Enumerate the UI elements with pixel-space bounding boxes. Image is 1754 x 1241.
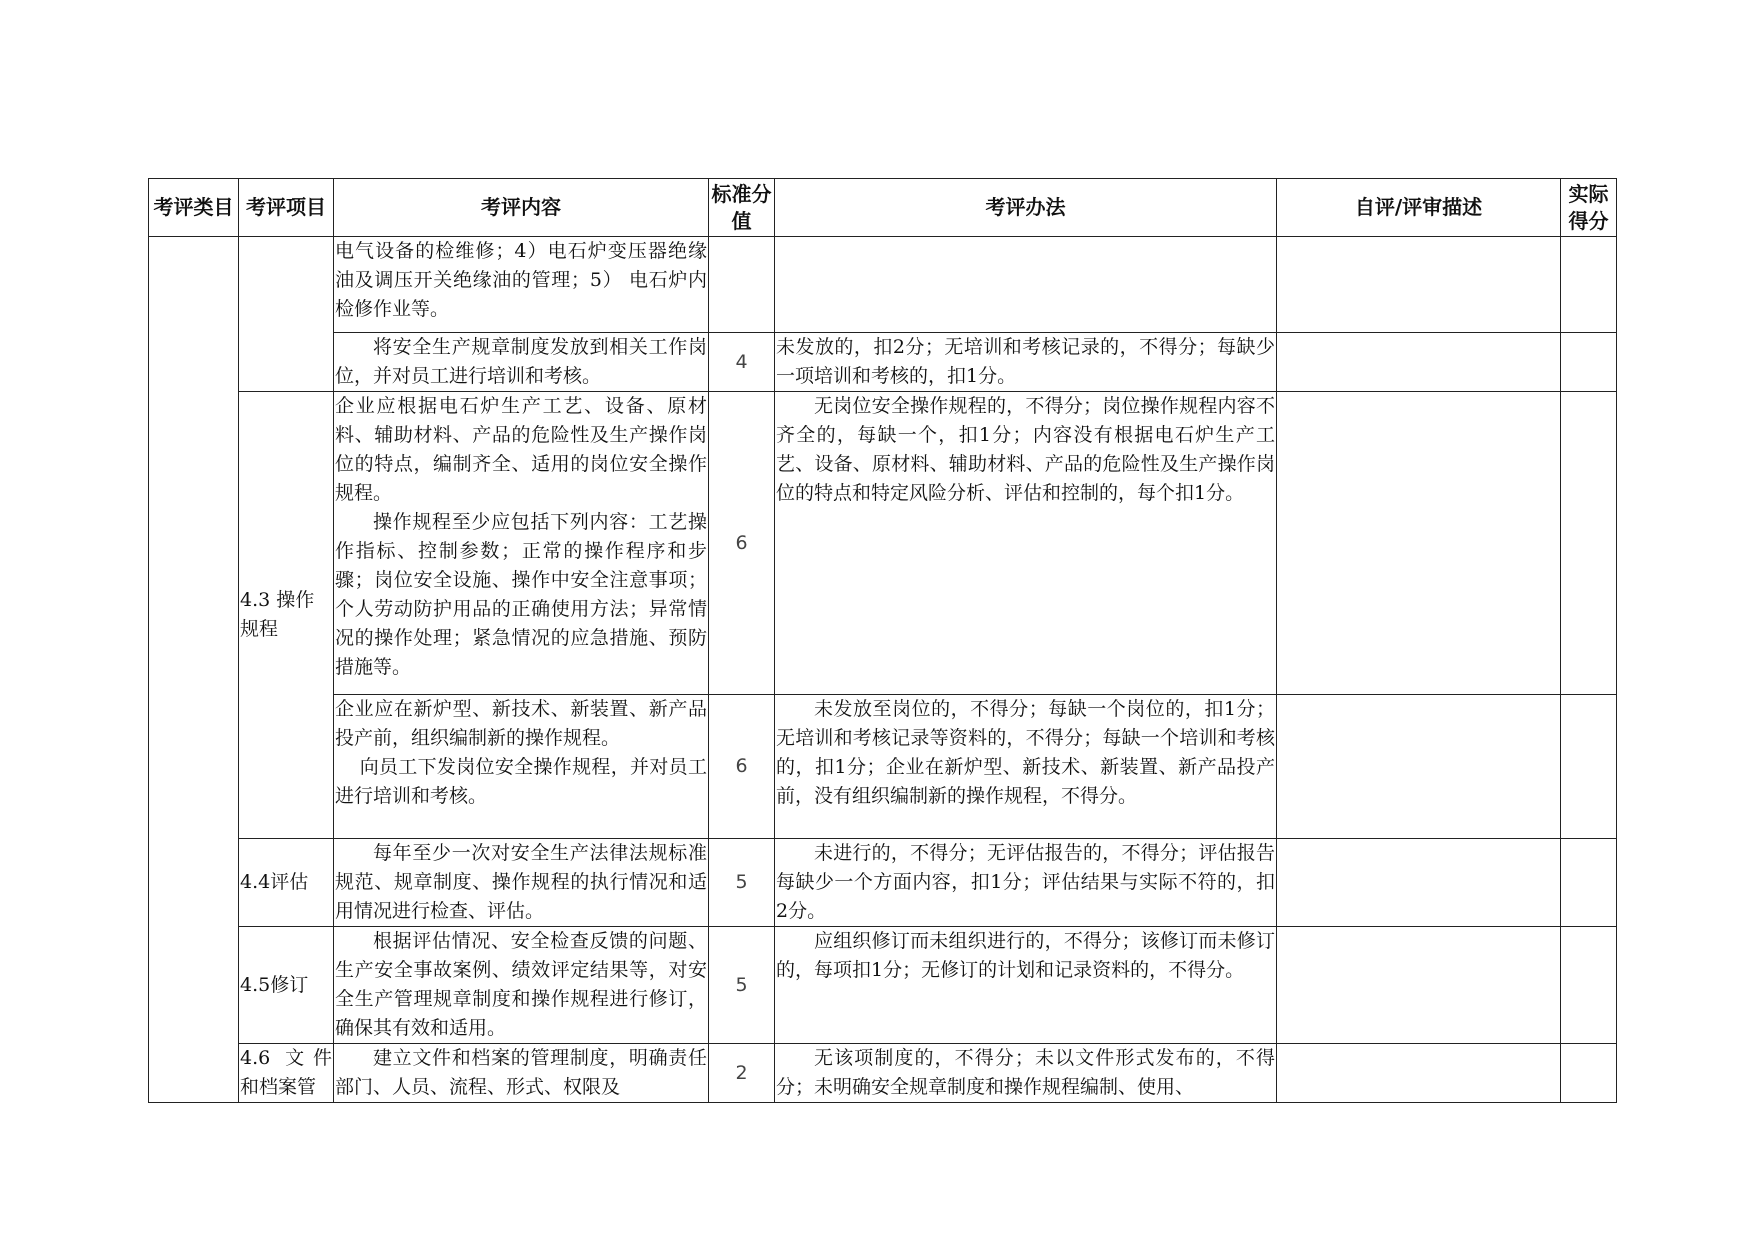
table-row bbox=[149, 1044, 1617, 1103]
table-row bbox=[149, 237, 1617, 333]
content-paragraph: 企业应在新炉型、新技术、新装置、新产品投产前，组织编制新的操作规程。 bbox=[335, 698, 707, 749]
header-category: 考评类目 bbox=[149, 179, 239, 237]
table-row bbox=[149, 695, 1617, 839]
score-cell: 5 bbox=[709, 927, 775, 1044]
header-method: 考评办法 bbox=[775, 179, 1277, 237]
content-cell: 电气设备的检维修；4）电石炉变压器绝缘油及调压开关绝缘油的管理；5） 电石炉内检修作业等。 bbox=[334, 237, 709, 333]
method-cell: 无该项制度的，不得分；未以文件形式发布的，不得分；未明确安全规章制度和操作规程编制、使用、 bbox=[775, 1044, 1277, 1103]
header-self-eval: 自评/评审描述 bbox=[1277, 179, 1561, 237]
method-cell bbox=[775, 237, 1277, 333]
score-cell: 4 bbox=[709, 333, 775, 392]
self-eval-cell bbox=[1277, 839, 1561, 927]
category-cell bbox=[149, 237, 239, 1103]
content-paragraph: 操作规程至少应包括下列内容：工艺操作指标、控制参数；正常的操作程序和步骤；岗位安全设施、操作中安全注意事项；个人劳动防护用品的正确使用方法；异常情况的操作处理；紧急情况的应急措施、预防措施等。 bbox=[335, 511, 707, 678]
self-eval-cell bbox=[1277, 237, 1561, 333]
actual-score-cell bbox=[1561, 237, 1617, 333]
table-row bbox=[149, 839, 1617, 927]
table-row bbox=[149, 333, 1617, 392]
content-cell bbox=[334, 695, 709, 839]
table-row bbox=[149, 392, 1617, 695]
self-eval-cell bbox=[1277, 1044, 1561, 1103]
actual-score-cell bbox=[1561, 695, 1617, 839]
method-cell: 应组织修订而未组织进行的，不得分；该修订而未修订的，每项扣1分；无修订的计划和记录资料的，不得分。 bbox=[775, 927, 1277, 1044]
method-cell: 未进行的，不得分；无评估报告的，不得分；评估报告每缺少一个方面内容，扣1分；评估结果与实际不符的，扣2分。 bbox=[775, 839, 1277, 927]
content-paragraph: 向员工下发岗位安全操作规程，并对员工进行培训和考核。 bbox=[335, 756, 707, 807]
header-score: 标准分值 bbox=[709, 179, 775, 237]
method-cell: 未发放至岗位的，不得分；每缺一个岗位的，扣1分；无培训和考核记录等资料的，不得分；每缺一个培训和考核的，扣1分；企业在新炉型、新技术、新装置、新产品投产前，没有组织编制新的操作规程，不得分。 bbox=[775, 695, 1277, 839]
content-cell: 根据评估情况、安全检查反馈的问题、生产安全事故案例、绩效评定结果等，对安全生产管理规章制度和操作规程进行修订，确保其有效和适用。 bbox=[334, 927, 709, 1044]
method-cell: 未发放的，扣2分；无培训和考核记录的，不得分；每缺少一项培训和考核的，扣1分。 bbox=[775, 333, 1277, 392]
score-cell: 2 bbox=[709, 1044, 775, 1103]
self-eval-cell bbox=[1277, 927, 1561, 1044]
method-cell: 无岗位安全操作规程的，不得分；岗位操作规程内容不齐全的，每缺一个，扣1分；内容没有根据电石炉生产工艺、设备、原材料、辅助材料、产品的危险性及生产操作岗位的特点和特定风险分析、评估和控制的，每个扣1分。 bbox=[775, 392, 1277, 695]
score-cell: 5 bbox=[709, 839, 775, 927]
actual-score-cell bbox=[1561, 927, 1617, 1044]
header-item: 考评项目 bbox=[239, 179, 334, 237]
actual-score-cell bbox=[1561, 333, 1617, 392]
item-cell: 4.3 操作规程 bbox=[239, 392, 334, 839]
content-cell bbox=[334, 392, 709, 695]
table-header-row bbox=[149, 179, 1617, 237]
header-actual: 实际得分 bbox=[1561, 179, 1617, 237]
score-cell: 6 bbox=[709, 392, 775, 695]
self-eval-cell bbox=[1277, 695, 1561, 839]
content-paragraph: 企业应根据电石炉生产工艺、设备、原材料、辅助材料、产品的危险性及生产操作岗位的特点，编制齐全、适用的岗位安全操作规程。 bbox=[335, 395, 707, 504]
content-cell: 建立文件和档案的管理制度，明确责任部门、人员、流程、形式、权限及 bbox=[334, 1044, 709, 1103]
header-content: 考评内容 bbox=[334, 179, 709, 237]
item-cell: 4.6 文件和档案管 bbox=[239, 1044, 334, 1103]
evaluation-table bbox=[148, 178, 1617, 1103]
actual-score-cell bbox=[1561, 839, 1617, 927]
content-cell: 每年至少一次对安全生产法律法规标准规范、规章制度、操作规程的执行情况和适用情况进行检查、评估。 bbox=[334, 839, 709, 927]
actual-score-cell bbox=[1561, 1044, 1617, 1103]
self-eval-cell bbox=[1277, 333, 1561, 392]
score-cell: 6 bbox=[709, 695, 775, 839]
item-cell bbox=[239, 237, 334, 392]
self-eval-cell bbox=[1277, 392, 1561, 695]
actual-score-cell bbox=[1561, 392, 1617, 695]
item-cell: 4.5修订 bbox=[239, 927, 334, 1044]
item-cell: 4.4评估 bbox=[239, 839, 334, 927]
table-row bbox=[149, 927, 1617, 1044]
content-cell: 将安全生产规章制度发放到相关工作岗位，并对员工进行培训和考核。 bbox=[334, 333, 709, 392]
score-cell bbox=[709, 237, 775, 333]
